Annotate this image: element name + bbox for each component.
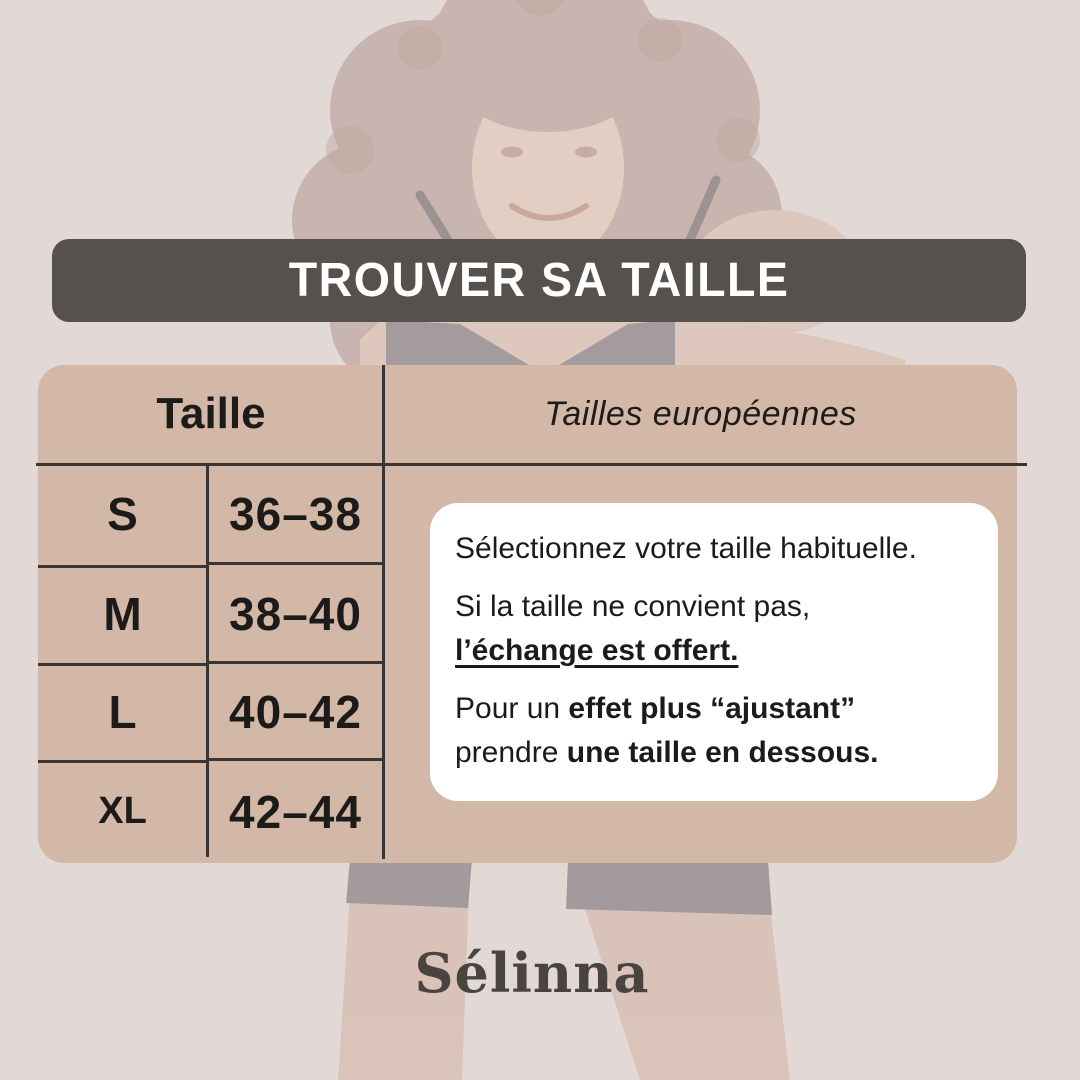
table-header-eu: Tailles européennes [544,394,857,433]
brand-logo: Sélinna [414,941,650,1005]
table-row [38,463,384,565]
eu-size-value: 36–38 [229,488,362,540]
eu-size-value: 42–44 [229,785,362,838]
table-row [38,565,384,663]
info-paragraph-2: Si la taille ne convient pas, l’échange est offert. [455,590,811,667]
info-paragraph-3: Pour un effet plus “ajustant” prendre une taille en dessous. [455,692,879,769]
eu-size-value: 38–40 [229,588,362,640]
shorts-hem-left [346,860,472,908]
shorts-hem-right [566,860,772,915]
size-label: L [108,685,137,738]
table-row [38,663,384,760]
size-label: M [103,588,142,640]
table-header-size: Taille [156,389,266,438]
eu-size-value: 40–42 [229,685,362,738]
title-banner [52,239,1026,322]
table-row [38,760,384,863]
size-label: S [107,488,138,540]
info-paragraph-1: Sélectionnez votre taille habituelle. [455,532,917,565]
info-box [430,503,998,801]
hairline [456,28,640,132]
banner-title: TROUVER SA TAILLE [288,254,790,307]
size-label: XL [98,790,147,832]
exchange-offer-text: l’échange est offert. [455,634,739,667]
